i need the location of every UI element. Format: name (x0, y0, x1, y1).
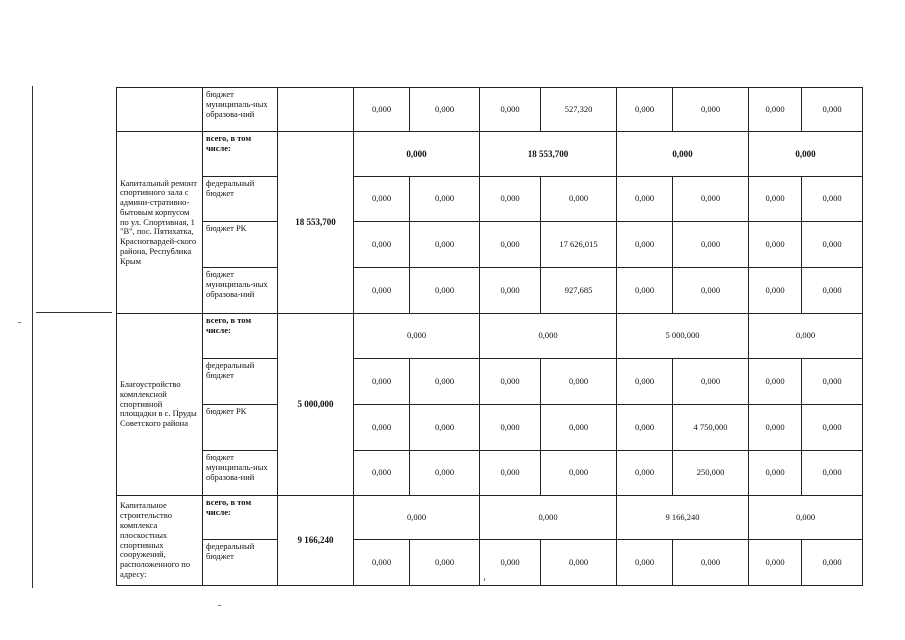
value-cell: 0,000 (802, 222, 863, 268)
section-total-row (117, 496, 863, 540)
value-cell: 250,000 (673, 451, 749, 496)
year-total-cell: 18 553,700 (480, 132, 617, 177)
value-cell: 0,000 (410, 451, 480, 496)
year-total-cell: 0,000 (480, 314, 617, 359)
value-cell: 0,000 (410, 177, 480, 222)
value-cell: 0,000 (480, 540, 541, 586)
funding-source-label: бюджет муниципаль-ных образова-ний (203, 88, 278, 132)
value-cell: 0,000 (617, 88, 673, 132)
value-cell: 0,000 (410, 268, 480, 314)
funding-source-label: бюджет РК (203, 222, 278, 268)
project-total-cell: 9 166,240 (278, 496, 354, 586)
value-cell: 0,000 (673, 268, 749, 314)
project-total-cell (278, 88, 354, 132)
value-cell: 0,000 (673, 177, 749, 222)
value-cell: 0,000 (410, 88, 480, 132)
value-cell: 0,000 (354, 268, 410, 314)
value-cell: 0,000 (354, 451, 410, 496)
value-cell: 0,000 (802, 177, 863, 222)
value-cell: 0,000 (749, 88, 802, 132)
section-total-row (117, 132, 863, 177)
value-cell: 0,000 (354, 540, 410, 586)
year-total-cell: 0,000 (749, 496, 863, 540)
value-cell: 0,000 (749, 451, 802, 496)
value-cell: 0,000 (354, 405, 410, 451)
value-cell: 0,000 (480, 177, 541, 222)
value-cell: 0,000 (673, 222, 749, 268)
scan-mark (18, 322, 21, 323)
value-cell: 0,000 (802, 540, 863, 586)
value-cell: 0,000 (617, 359, 673, 405)
value-cell: 527,320 (541, 88, 617, 132)
value-cell: 0,000 (541, 540, 617, 586)
year-total-cell: 5 000,000 (617, 314, 749, 359)
value-cell: 0,000 (480, 405, 541, 451)
value-cell: 0,000 (749, 540, 802, 586)
scan-mark (218, 605, 221, 606)
funding-source-label: всего, в том числе: (203, 496, 278, 540)
value-cell: 0,000 (749, 359, 802, 405)
value-cell: 0,000 (410, 405, 480, 451)
value-cell: 0,000 (749, 177, 802, 222)
funding-row (117, 451, 863, 496)
value-cell: 0,000 (617, 177, 673, 222)
project-total-cell: 5 000,000 (278, 314, 354, 496)
value-cell: 0,000 (410, 540, 480, 586)
funding-row (117, 405, 863, 451)
value-cell: 0,000 (617, 222, 673, 268)
value-cell: 0,000 (480, 268, 541, 314)
year-total-cell: 0,000 (354, 496, 480, 540)
value-cell: 0,000 (480, 359, 541, 405)
funding-source-label: федеральный бюджет (203, 359, 278, 405)
value-cell: 17 626,015 (541, 222, 617, 268)
year-total-cell: 9 166,240 (617, 496, 749, 540)
value-cell: 0,000 (541, 359, 617, 405)
year-total-cell: 0,000 (480, 496, 617, 540)
funding-source-label: федеральный бюджет (203, 540, 278, 586)
year-total-cell: 0,000 (617, 132, 749, 177)
budget-table (116, 87, 863, 586)
funding-source-label: бюджет муниципаль-ных образова-ний (203, 451, 278, 496)
value-cell: 4 750,000 (673, 405, 749, 451)
funding-source-label: бюджет РК (203, 405, 278, 451)
funding-source-label: федеральный бюджет (203, 177, 278, 222)
value-cell: 0,000 (541, 405, 617, 451)
funding-row (117, 177, 863, 222)
value-cell: 0,000 (410, 222, 480, 268)
year-total-cell: 0,000 (749, 314, 863, 359)
year-total-cell: 0,000 (354, 132, 480, 177)
value-cell: 0,000 (749, 222, 802, 268)
value-cell: 0,000 (802, 451, 863, 496)
funding-source-label: всего, в том числе: (203, 314, 278, 359)
project-total-cell: 18 553,700 (278, 132, 354, 314)
project-name-cell (117, 88, 203, 132)
value-cell: 0,000 (541, 451, 617, 496)
funding-row (117, 268, 863, 314)
project-name-cell: Капитальный ремонт спортивного зала с админи-стративно-бытовым корпусом по ул. Спортивная, 1 "В", пос. Пятихатка, Красногвардей-ского района, Республика Крым (117, 132, 203, 314)
value-cell: 0,000 (354, 88, 410, 132)
value-cell: 0,000 (617, 540, 673, 586)
section-total-row (117, 314, 863, 359)
value-cell: 0,000 (802, 405, 863, 451)
value-cell: 0,000 (617, 405, 673, 451)
value-cell: 0,000 (354, 222, 410, 268)
value-cell: 0,000 (541, 177, 617, 222)
project-name-cell: Благоустройство комплексной спортивной площадки в с. Пруды Советского района (117, 314, 203, 496)
value-cell: 0,000 (749, 268, 802, 314)
funding-row (117, 88, 863, 132)
value-cell: 0,000 (480, 451, 541, 496)
value-cell: 0,000 (749, 405, 802, 451)
value-cell: 0,000 (480, 88, 541, 132)
value-cell: 0,000 (480, 222, 541, 268)
left-margin-line-2 (36, 312, 112, 313)
value-cell: 0,000 (410, 359, 480, 405)
value-cell: 0,000 (617, 268, 673, 314)
funding-row (117, 222, 863, 268)
funding-row (117, 359, 863, 405)
value-cell: 0,000 (802, 88, 863, 132)
value-cell: 0,000 (617, 451, 673, 496)
value-cell: 0,000 (802, 268, 863, 314)
funding-source-label: всего, в том числе: (203, 132, 278, 177)
year-total-cell: 0,000 (354, 314, 480, 359)
left-margin-line (32, 86, 33, 588)
project-name-cell: Капитальное строительство комплекса плоскостных спортивных сооружений, расположенного по адресу: (117, 496, 203, 586)
value-cell: 0,000 (354, 177, 410, 222)
value-cell: 0,000 (673, 540, 749, 586)
funding-source-label: бюджет муниципаль-ных образова-ний (203, 268, 278, 314)
value-cell: 0,000 (354, 359, 410, 405)
value-cell: 0,000 (673, 359, 749, 405)
value-cell: 927,685 (541, 268, 617, 314)
funding-row (117, 540, 863, 586)
year-total-cell: 0,000 (749, 132, 863, 177)
value-cell: 0,000 (802, 359, 863, 405)
value-cell: 0,000 (673, 88, 749, 132)
